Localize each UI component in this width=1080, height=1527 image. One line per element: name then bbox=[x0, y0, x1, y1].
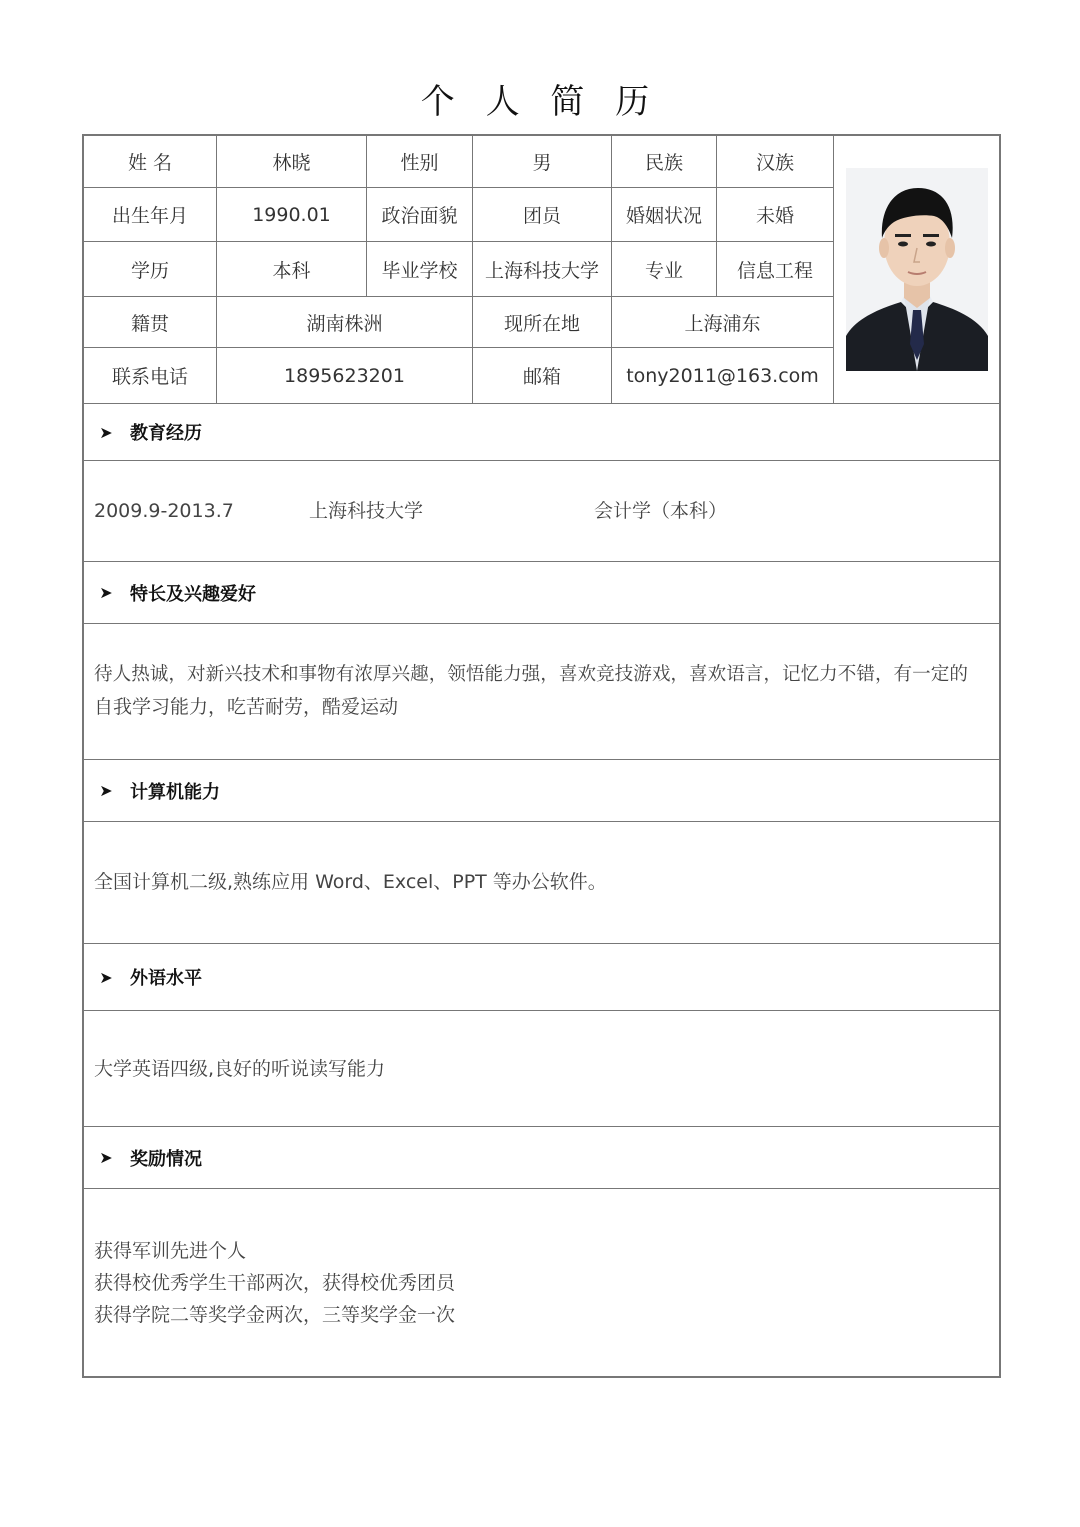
political-label: 政治面貌 bbox=[367, 188, 473, 242]
hobbies-line-2: 自我学习能力，吃苦耐劳，酷爱运动 bbox=[94, 696, 399, 718]
section-body-language bbox=[84, 1011, 999, 1126]
education-school: 上海科技大学 bbox=[309, 500, 424, 522]
degree-label: 学历 bbox=[84, 242, 217, 297]
resume-sheet bbox=[82, 134, 1001, 1378]
phone-label: 联系电话 bbox=[84, 348, 217, 404]
section-title-language: 外语水平 bbox=[130, 968, 202, 989]
arrow-right-icon: ➤ bbox=[99, 583, 113, 602]
residence-label: 现所在地 bbox=[473, 297, 612, 348]
education-major: 会计学（本科） bbox=[594, 500, 728, 522]
major-value: 信息工程 bbox=[717, 242, 834, 297]
birth-value: 1990.01 bbox=[217, 188, 367, 242]
name-label: 姓 名 bbox=[84, 136, 217, 188]
marital-value: 未婚 bbox=[717, 188, 834, 242]
email-label: 邮箱 bbox=[473, 348, 612, 404]
hometown-value: 湖南株洲 bbox=[217, 297, 473, 348]
arrow-right-icon: ➤ bbox=[99, 422, 113, 442]
computer-text: 全国计算机二级,熟练应用 Word、Excel、PPT 等办公软件。 bbox=[94, 871, 607, 893]
arrow-right-icon: ➤ bbox=[99, 967, 113, 987]
section-header-education bbox=[84, 404, 999, 460]
ethnicity-value: 汉族 bbox=[717, 136, 834, 188]
section-title-computer: 计算机能力 bbox=[130, 781, 220, 803]
political-value: 团员 bbox=[473, 188, 612, 242]
phone-value: 1895623201 bbox=[217, 348, 473, 404]
email-value: tony2011@163.com bbox=[612, 348, 834, 404]
page-title: 个 人 简 历 bbox=[420, 82, 660, 122]
major-label: 专业 bbox=[612, 242, 717, 297]
residence-value: 上海浦东 bbox=[612, 297, 834, 348]
gender-value: 男 bbox=[473, 136, 612, 188]
section-body-education bbox=[84, 461, 999, 561]
gender-label: 性别 bbox=[367, 136, 473, 188]
portrait-photo-svg bbox=[846, 168, 988, 371]
hobbies-line-1: 待人热诚，对新兴技术和事物有浓厚兴趣，领悟能力强，喜欢竞技游戏，喜欢语言，记忆力不错，有一定的 bbox=[94, 664, 968, 685]
hometown-label: 籍贯 bbox=[84, 297, 217, 348]
marital-label: 婚姻状况 bbox=[612, 188, 717, 242]
arrow-right-icon: ➤ bbox=[99, 1148, 113, 1167]
school-value: 上海科技大学 bbox=[473, 242, 612, 297]
section-body-awards bbox=[84, 1189, 999, 1375]
section-title-awards: 奖励情况 bbox=[130, 1148, 202, 1170]
section-header-hobbies bbox=[84, 562, 999, 623]
section-header-language bbox=[84, 944, 999, 1010]
education-period: 2009.9-2013.7 bbox=[94, 500, 234, 522]
section-body-computer bbox=[84, 822, 999, 943]
awards-item: 获得学院二等奖学金两次，三等奖学金一次 bbox=[94, 1304, 456, 1326]
ethnicity-label: 民族 bbox=[612, 136, 717, 188]
arrow-right-icon: ➤ bbox=[99, 781, 113, 800]
section-header-computer bbox=[84, 760, 999, 821]
awards-item: 获得校优秀学生干部两次，获得校优秀团员 bbox=[94, 1272, 456, 1294]
language-text: 大学英语四级,良好的听说读写能力 bbox=[94, 1058, 386, 1080]
name-value: 林晓 bbox=[217, 136, 367, 188]
section-body-hobbies bbox=[84, 624, 999, 759]
degree-value: 本科 bbox=[217, 242, 367, 297]
awards-item: 获得军训先进个人 bbox=[94, 1240, 247, 1262]
school-label: 毕业学校 bbox=[367, 242, 473, 297]
section-title-hobbies: 特长及兴趣爱好 bbox=[130, 583, 256, 605]
portrait-photo bbox=[846, 168, 988, 371]
section-title-education: 教育经历 bbox=[130, 423, 202, 444]
birth-label: 出生年月 bbox=[84, 188, 217, 242]
section-header-awards bbox=[84, 1127, 999, 1188]
